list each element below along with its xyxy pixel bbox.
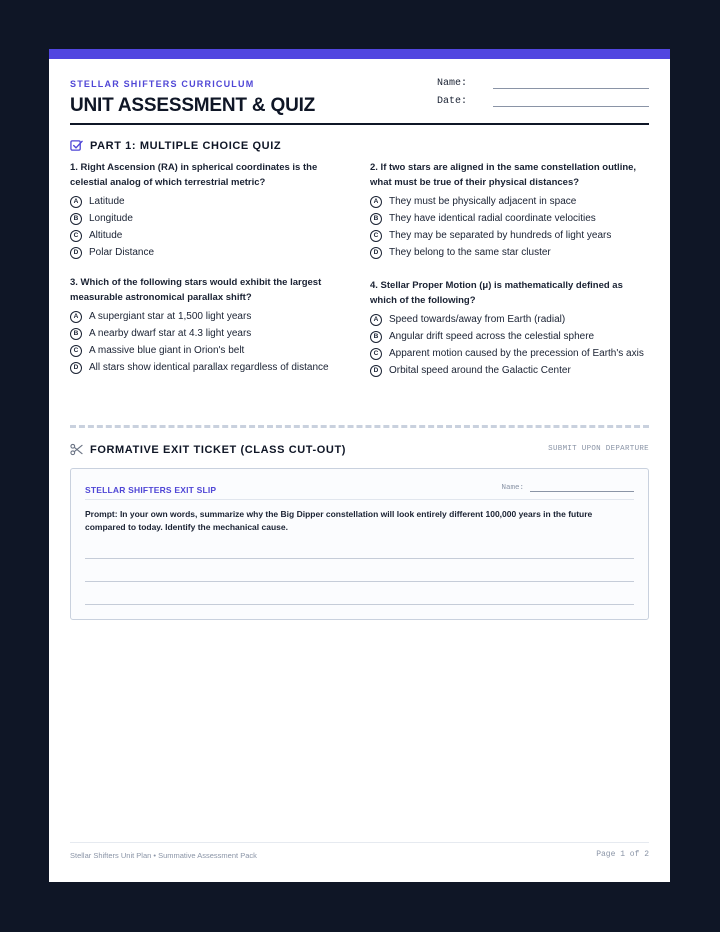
option-letter: C bbox=[70, 345, 82, 357]
option-d[interactable] bbox=[370, 364, 652, 378]
writing-line[interactable] bbox=[85, 558, 634, 559]
part1-title: PART 1: MULTIPLE CHOICE QUIZ bbox=[90, 139, 282, 152]
option-letter: A bbox=[370, 314, 382, 326]
question-text: 4. Stellar Proper Motion (μ) is mathematically defined as which of the following? bbox=[370, 280, 623, 306]
date-field[interactable] bbox=[493, 94, 649, 107]
page-number: Page 1 of 2 bbox=[596, 850, 649, 859]
option-text: Polar Distance bbox=[89, 247, 155, 258]
question-1 bbox=[70, 160, 352, 260]
question-text: 1. Right Ascension (RA) in spherical coordinates is the celestial analog of which terrestrial metric? bbox=[70, 162, 318, 188]
question-text: 2. If two stars are aligned in the same constellation outline, what must be true of their physical distances? bbox=[370, 162, 637, 188]
option-d[interactable] bbox=[370, 246, 652, 260]
worksheet-page bbox=[49, 49, 670, 882]
student-fields bbox=[437, 71, 649, 107]
option-text: They may be separated by hundreds of light years bbox=[389, 230, 612, 241]
option-b[interactable] bbox=[370, 212, 652, 226]
option-text: They must be physically adjacent in space bbox=[389, 196, 577, 207]
footer-divider bbox=[70, 842, 649, 843]
option-a[interactable] bbox=[370, 195, 652, 209]
option-text: Orbital speed around the Galactic Center bbox=[389, 365, 571, 376]
option-b[interactable] bbox=[70, 327, 352, 341]
name-label: Name: bbox=[437, 78, 468, 89]
option-a[interactable] bbox=[70, 310, 352, 324]
option-text: Speed towards/away from Earth (radial) bbox=[389, 314, 566, 325]
option-letter: C bbox=[370, 348, 382, 360]
question-3 bbox=[70, 275, 352, 375]
option-c[interactable] bbox=[370, 347, 652, 361]
option-letter: C bbox=[70, 230, 82, 242]
option-a[interactable] bbox=[370, 313, 652, 327]
date-label: Date: bbox=[437, 96, 468, 107]
writing-line[interactable] bbox=[85, 604, 634, 605]
slip-divider bbox=[85, 499, 634, 500]
option-letter: B bbox=[370, 331, 382, 343]
slip-name-field[interactable] bbox=[530, 483, 634, 492]
option-letter: D bbox=[70, 362, 82, 374]
option-text: Apparent motion caused by the precession of Earth's axis bbox=[389, 348, 644, 359]
footer-caption: Stellar Shifters Unit Plan • Summative Assessment Pack bbox=[70, 851, 257, 860]
question-2 bbox=[370, 160, 652, 260]
option-letter: B bbox=[370, 213, 382, 225]
option-b[interactable] bbox=[70, 212, 352, 226]
option-letter: C bbox=[370, 230, 382, 242]
option-text: They belong to the same star cluster bbox=[389, 247, 551, 258]
option-c[interactable] bbox=[70, 344, 352, 358]
option-letter: A bbox=[370, 196, 382, 208]
option-text: Longitude bbox=[89, 213, 133, 224]
curriculum-kicker: STELLAR SHIFTERS CURRICULUM bbox=[70, 79, 255, 89]
slip-name-row bbox=[501, 483, 634, 492]
option-letter: A bbox=[70, 196, 82, 208]
option-text: Latitude bbox=[89, 196, 125, 207]
writing-line[interactable] bbox=[85, 581, 634, 582]
option-c[interactable] bbox=[70, 229, 352, 243]
option-c[interactable] bbox=[370, 229, 652, 243]
question-text: 3. Which of the following stars would exhibit the largest measurable astronomical parallax shift? bbox=[70, 277, 322, 303]
scissors-icon bbox=[70, 443, 83, 456]
header-divider bbox=[70, 123, 649, 125]
option-d[interactable] bbox=[70, 361, 352, 375]
part1-heading bbox=[70, 139, 281, 152]
name-field[interactable] bbox=[493, 76, 649, 89]
option-letter: B bbox=[70, 328, 82, 340]
slip-title: STELLAR SHIFTERS EXIT SLIP bbox=[85, 485, 217, 495]
option-text: All stars show identical parallax regardless of distance bbox=[89, 362, 329, 373]
option-letter: D bbox=[370, 247, 382, 259]
option-letter: A bbox=[70, 311, 82, 323]
slip-name-label: Name: bbox=[501, 484, 524, 492]
option-a[interactable] bbox=[70, 195, 352, 209]
name-row bbox=[437, 71, 649, 89]
page-title: UNIT ASSESSMENT & QUIZ bbox=[70, 95, 316, 116]
question-4 bbox=[370, 278, 652, 378]
cut-line bbox=[70, 425, 649, 428]
slip-prompt: Prompt: In your own words, summarize why the Big Dipper constellation will look entirely different 100,000 years in the future compared to today. Identify the mechanical cause. bbox=[85, 509, 593, 532]
option-text: A nearby dwarf star at 4.3 light years bbox=[89, 328, 252, 339]
option-text: A supergiant star at 1,500 light years bbox=[89, 311, 252, 322]
exit-slip bbox=[70, 468, 649, 620]
option-letter: B bbox=[70, 213, 82, 225]
accent-bar bbox=[49, 49, 670, 59]
option-text: Altitude bbox=[89, 230, 123, 241]
option-b[interactable] bbox=[370, 330, 652, 344]
option-letter: D bbox=[370, 365, 382, 377]
date-row bbox=[437, 89, 649, 107]
exit-ticket-title: FORMATIVE EXIT TICKET (CLASS CUT-OUT) bbox=[90, 443, 347, 456]
option-text: They have identical radial coordinate velocities bbox=[389, 213, 596, 224]
option-d[interactable] bbox=[70, 246, 352, 260]
submit-note: SUBMIT UPON DEPARTURE bbox=[548, 445, 649, 453]
option-letter: D bbox=[70, 247, 82, 259]
option-text: Angular drift speed across the celestial sphere bbox=[389, 331, 595, 342]
option-text: A massive blue giant in Orion's belt bbox=[89, 345, 245, 356]
exit-ticket-heading bbox=[70, 443, 346, 456]
checkbox-icon bbox=[70, 139, 83, 152]
